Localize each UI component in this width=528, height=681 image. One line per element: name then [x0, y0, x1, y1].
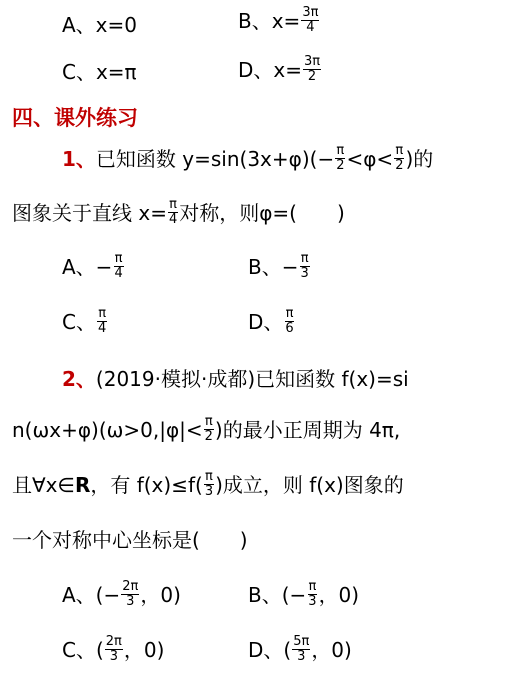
fraction: $\frac{3\pi}{4}$ [302, 5, 319, 35]
fraction: $\frac{\pi}{3}$ [308, 579, 317, 609]
q1-line2: 图象关于直线 x= $\frac{\pi}{4}$ 对称，则φ=( ) [12, 197, 345, 227]
q2-line1: 2、 (2019·模拟·成都)已知函数 f(x)=si [62, 367, 409, 391]
fraction: $\frac{\pi}{3}$ [204, 469, 214, 499]
q2-option-b: B、(− $\frac{\pi}{3}$ ，0) [248, 579, 360, 609]
fraction: $\frac{3\pi}{2}$ [304, 54, 321, 84]
fraction: $\frac{2\pi}{3}$ [122, 579, 139, 609]
q2-option-d: D、( $\frac{5\pi}{3}$ ，0) [248, 634, 352, 664]
q1-option-a: A、− $\frac{\pi}{4}$ [62, 251, 123, 281]
q2-option-c: C、( $\frac{2\pi}{3}$ ，0) [62, 634, 165, 664]
fraction: $\frac{\pi}{3}$ [300, 251, 309, 281]
q1-option-c: C、 $\frac{\pi}{4}$ [62, 306, 107, 336]
q2-option-a: A、(− $\frac{2\pi}{3}$ ，0) [62, 579, 181, 609]
prev-option-d: D、x= $\frac{3\pi}{2}$ [238, 54, 321, 84]
fraction: $\frac{5\pi}{3}$ [293, 634, 310, 664]
q2-line4: 一个对称中心坐标是( ) [12, 528, 248, 552]
fraction: $\frac{\pi}{4}$ [97, 306, 107, 336]
prev-option-a: A、x=0 [62, 13, 137, 37]
fraction: $\frac{\pi}{2}$ [336, 143, 345, 173]
fraction: $\frac{\pi}{6}$ [285, 306, 294, 336]
prev-option-c: C、x=π [62, 60, 137, 84]
question-number: 2、 [62, 367, 96, 391]
q1-option-d: D、 $\frac{\pi}{6}$ [248, 306, 294, 336]
fraction: $\frac{\pi}{4}$ [114, 251, 123, 281]
question-number: 1、 [62, 146, 96, 171]
fraction: $\frac{\pi}{2}$ [395, 143, 404, 173]
prev-option-b: B、x= $\frac{3\pi}{4}$ [238, 5, 319, 35]
fraction: $\frac{\pi}{4}$ [168, 197, 178, 227]
q2-line2: n(ωx+φ)(ω>0,|φ|< $\frac{\pi}{2}$ )的最小正周期为 4π, [12, 414, 401, 444]
fraction: $\frac{\pi}{2}$ [204, 414, 213, 444]
section-title: 四、课外练习 [12, 106, 138, 130]
fraction: $\frac{2\pi}{3}$ [105, 634, 122, 664]
q1-line1: 1、 已知函数 y=sin(3x+φ)(− $\frac{\pi}{2}$ <φ< $\frac{\pi}{2}$ )的 [62, 143, 434, 173]
q2-line3: 且∀x∈ R ，有 f(x)≤f( $\frac{\pi}{3}$ )成立，则 f(x)图象的 [12, 469, 404, 499]
q1-option-b: B、− $\frac{\pi}{3}$ [248, 251, 309, 281]
